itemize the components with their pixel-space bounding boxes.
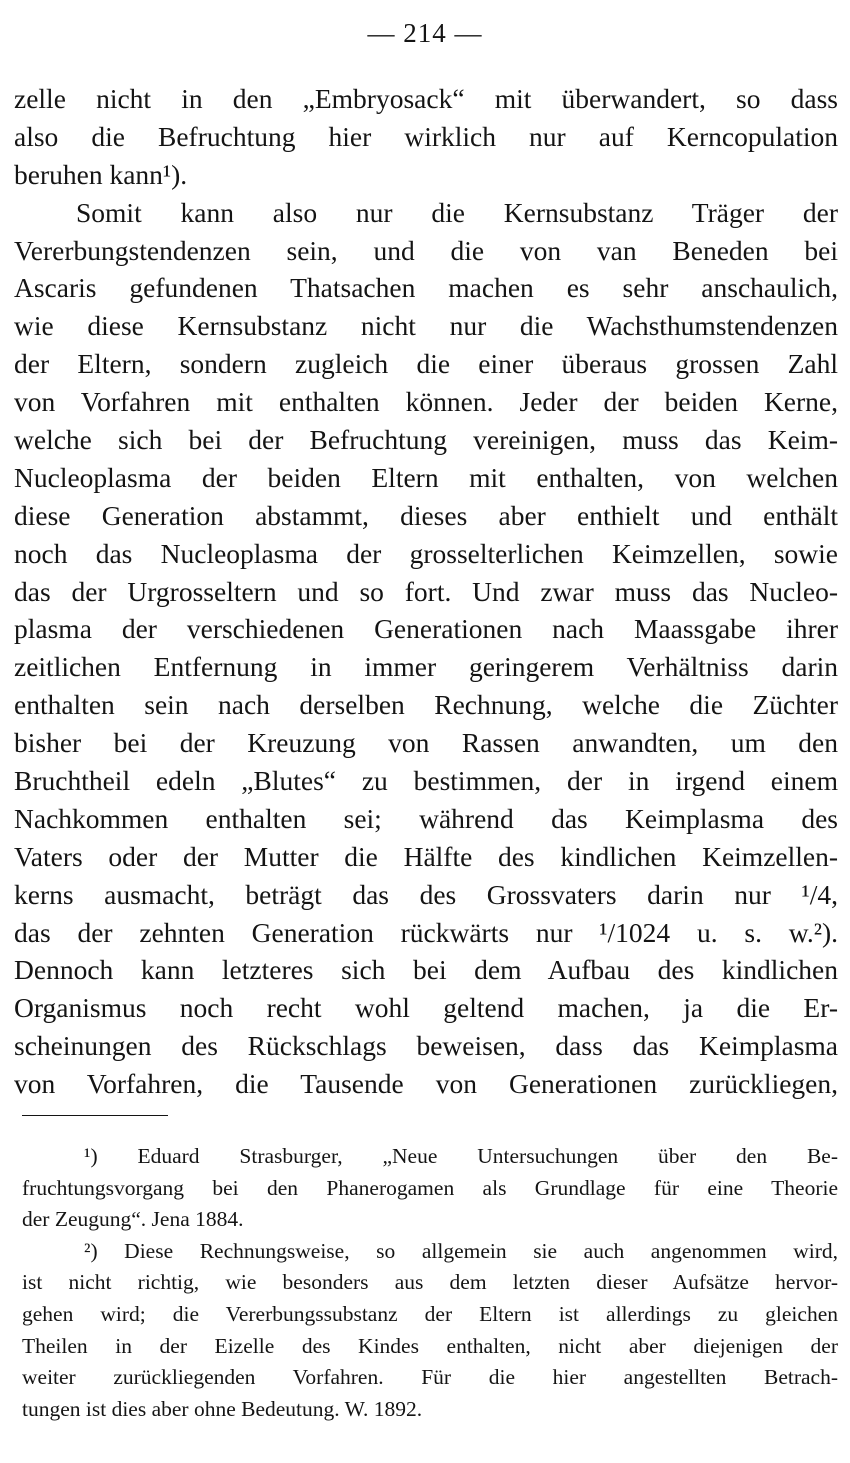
text-line: enthalten sein nach derselben Rechnung, welche die Züchter xyxy=(14,689,838,721)
text-line: Dennoch kann letzteres sich bei dem Aufbau des kindlichen xyxy=(14,954,838,986)
text-line: kerns ausmacht, beträgt das des Grossvaters darin nur ¹/4, xyxy=(14,878,838,910)
main-text xyxy=(14,80,838,1103)
text-line: der Eltern, sondern zugleich die einer überaus grossen Zahl xyxy=(14,348,838,380)
text-line: Ascaris gefundenen Thatsachen machen es sehr anschaulich, xyxy=(14,272,838,304)
text-line: Nucleoplasma der beiden Eltern mit enthalten, von welchen xyxy=(14,461,838,493)
text-line: beruhen kann¹). xyxy=(14,158,188,190)
footnote-line: fruchtungsvorgang bei den Phanerogamen als Grundlage für eine Theorie xyxy=(22,1175,838,1200)
text-line: von Vorfahren mit enthalten können. Jeder der beiden Kerne, xyxy=(14,386,838,418)
text-line: plasma der verschiedenen Generationen nach Maassgabe ihrer xyxy=(14,613,838,645)
text-line: scheinungen des Rückschlags beweisen, dass das Keimplasma xyxy=(14,1030,838,1062)
text-line: Vererbungstendenzen sein, und die von van Beneden bei xyxy=(14,234,838,266)
text-line: zelle nicht in den „Embryosack“ mit überwandert, so dass xyxy=(14,83,838,114)
text-line: zeitlichen Entfernung in immer geringerem Verhältniss darin xyxy=(14,651,838,683)
footnote-1-start: ¹) Eduard Strasburger, „Neue Untersuchungen über den Be- xyxy=(84,1144,838,1168)
text-line: von Vorfahren, die Tausende von Generationen zurückliegen, xyxy=(14,1068,838,1100)
footnote-line: Theilen in der Eizelle des Kindes enthalten, nicht aber diejenigen der xyxy=(22,1333,838,1358)
footnote-divider xyxy=(22,1115,168,1116)
text-line: Vaters oder der Mutter die Hälfte des kindlichen Keimzellen- xyxy=(14,840,838,872)
text-line: noch das Nucleoplasma der grosselterlichen Keimzellen, sowie xyxy=(14,537,838,569)
footnote-line: gehen wird; die Vererbungssubstanz der Eltern ist allerdings zu gleichen xyxy=(22,1301,838,1326)
text-line: diese Generation abstammt, dieses aber enthielt und enthält xyxy=(14,499,838,531)
text-line: Nachkommen enthalten sei; während das Keimplasma des xyxy=(14,802,838,834)
paragraph-start-line: Somit kann also nur die Kernsubstanz Träger der xyxy=(76,196,838,228)
text-line: das der Urgrosseltern und so fort. Und zwar muss das Nucleo- xyxy=(14,575,838,607)
text-line: Organismus noch recht wohl geltend machen, ja die Er- xyxy=(14,992,838,1024)
text-line: Bruchtheil edeln „Blutes“ zu bestimmen, der in irgend einem xyxy=(14,765,838,797)
text-line: welche sich bei der Befruchtung vereinigen, muss das Keim- xyxy=(14,424,838,456)
footnotes xyxy=(22,1141,838,1425)
footnote-line: weiter zurückliegenden Vorfahren. Für die hier angestellten Betrach- xyxy=(22,1365,838,1390)
footnote-line: ist nicht richtig, wie besonders aus dem letzten dieser Aufsätze hervor- xyxy=(22,1270,838,1295)
footnote-line: der Zeugung“. Jena 1884. xyxy=(22,1207,244,1232)
text-line: wie diese Kernsubstanz nicht nur die Wachsthumstendenzen xyxy=(14,310,838,342)
text-line: also die Befruchtung hier wirklich nur auf Kerncopulation xyxy=(14,120,838,152)
page-number: — 214 — xyxy=(367,18,483,48)
text-line: bisher bei der Kreuzung von Rassen anwandten, um den xyxy=(14,727,838,759)
text-line: das der zehnten Generation rückwärts nur ¹/1024 u. s. w.²). xyxy=(14,916,838,948)
footnote-line: tungen ist dies aber ohne Bedeutung. W. 1892. xyxy=(22,1396,423,1421)
footnote-2-start: ²) Diese Rechnungsweise, so allgemein sie auch angenommen wird, xyxy=(84,1238,838,1263)
